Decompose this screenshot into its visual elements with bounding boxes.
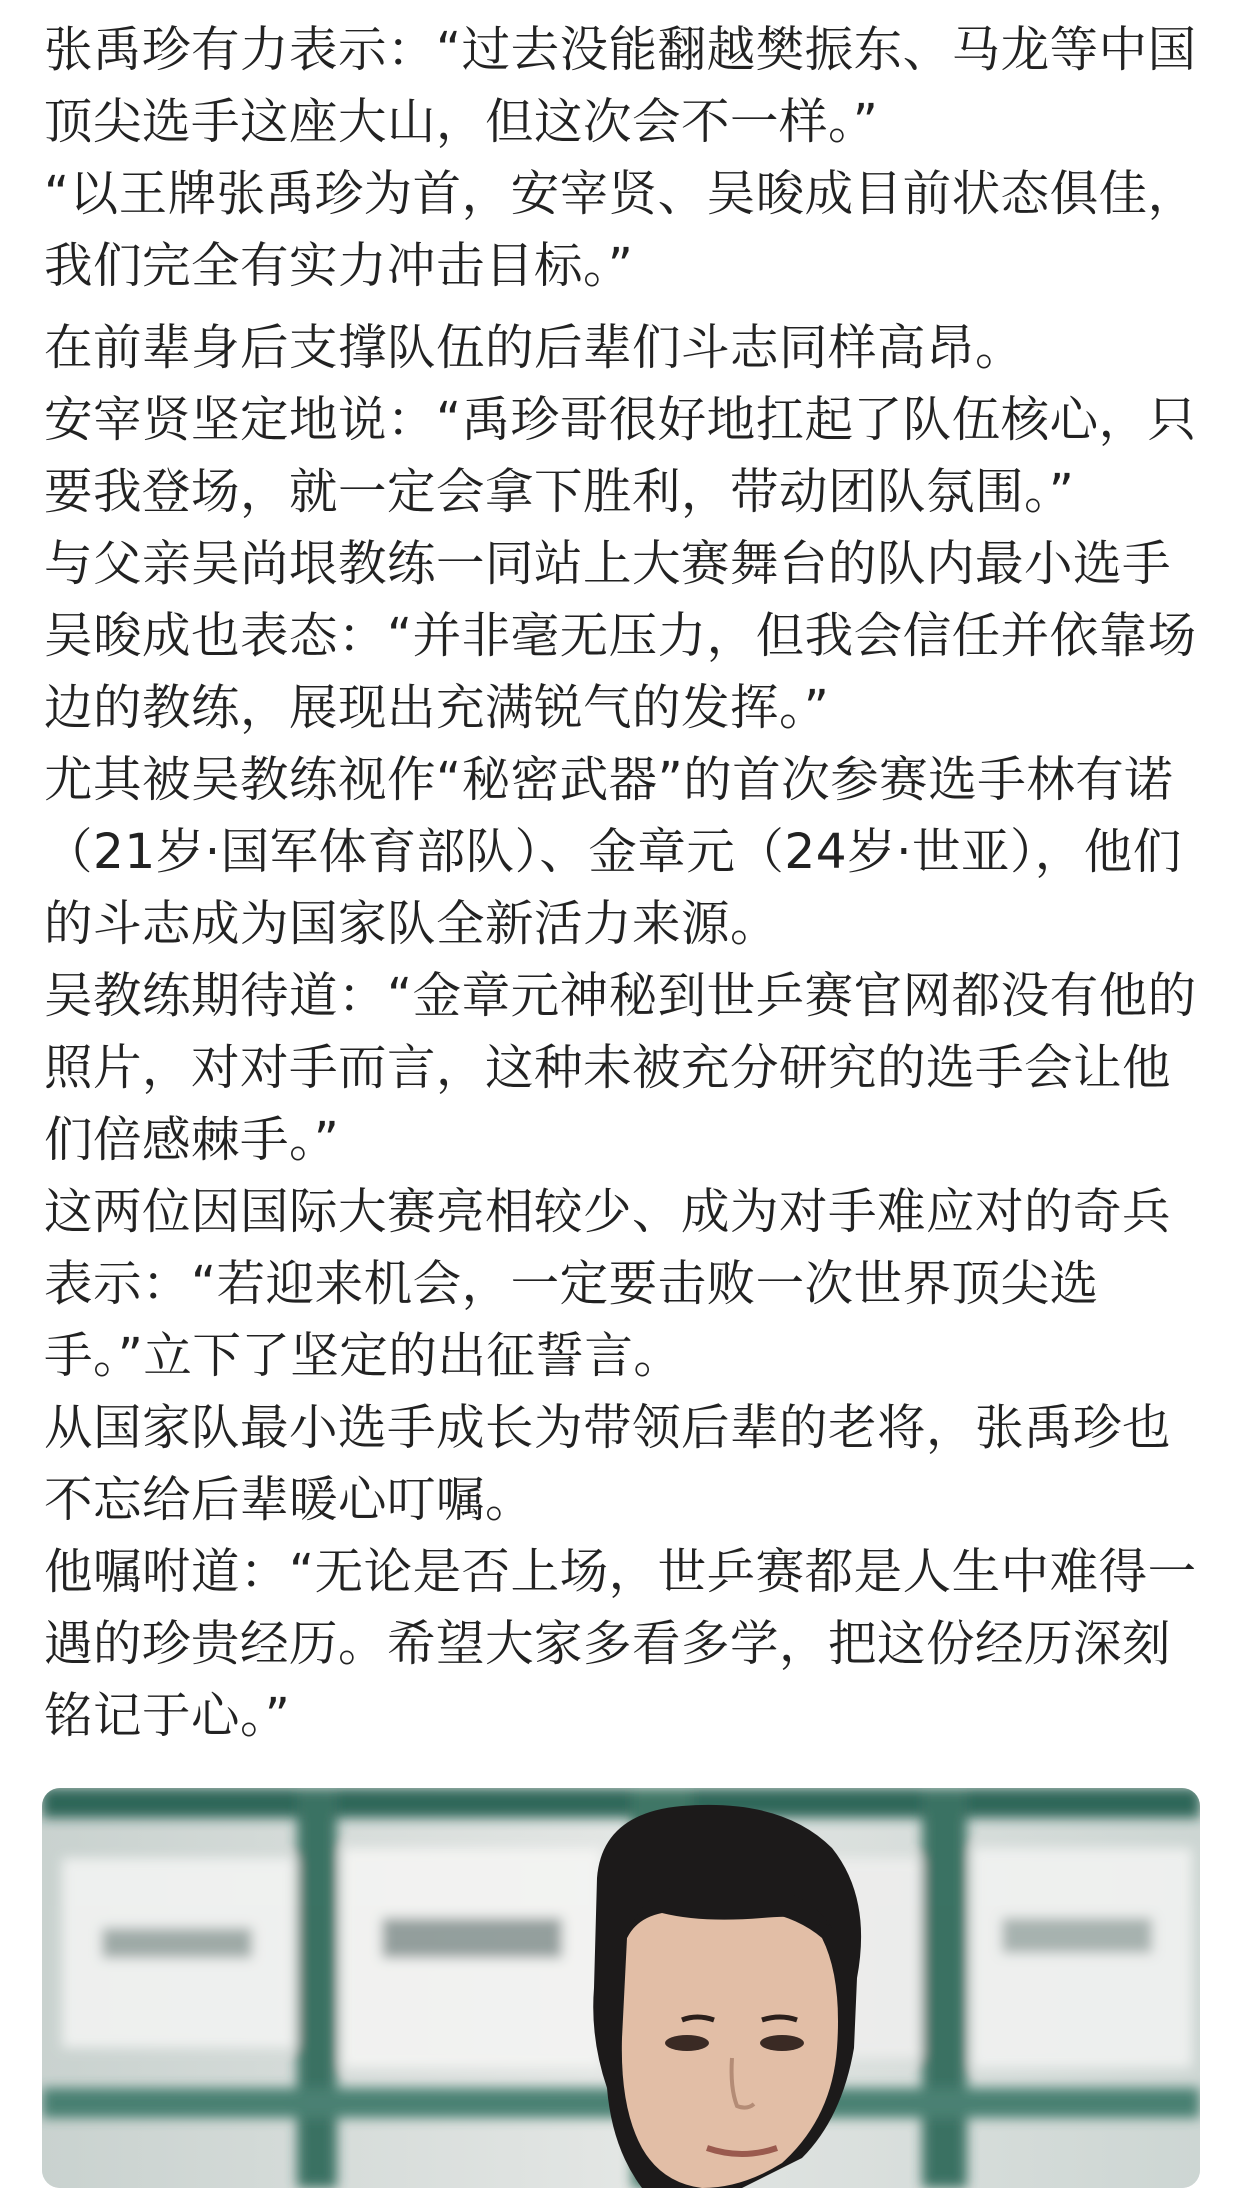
article-paragraph: 吴教练期待道：“金章元神秘到世乒赛官网都没有他的照片，对对手而言，这种未被充分研究的选手会让他们倍感棘手。” xyxy=(44,968,1197,1168)
article-paragraph: “以王牌张禹珍为首，安宰贤、吴晙成目前状态俱佳，我们完全有实力冲击目标。” xyxy=(44,166,1197,294)
article-paragraph: 安宰贤坚定地说：“禹珍哥很好地扛起了队伍核心，只要我登场，就一定会拿下胜利，带动团队氛围。” xyxy=(44,392,1197,520)
article-paragraph: 与父亲吴尚垠教练一同站上大赛舞台的队内最小选手吴晙成也表态：“并非毫无压力，但我会信任并依靠场边的教练，展现出充满锐气的发挥。” xyxy=(44,536,1197,736)
player-figure xyxy=(593,1805,861,2188)
article-paragraph: 张禹珍有力表示：“过去没能翻越樊振东、马龙等中国顶尖选手这座大山，但这次会不一样。” xyxy=(44,22,1197,150)
article-paragraph: 这两位因国际大赛亮相较少、成为对手难应对的奇兵表示：“若迎来机会，一定要击败一次世界顶尖选手。”立下了坚定的出征誓言。 xyxy=(44,1184,1172,1384)
article-paragraph: 从国家队最小选手成长为带领后辈的老将，张禹珍也不忘给后辈暖心叮嘱。 xyxy=(44,1400,1172,1528)
article-paragraph: 他嘱咐道：“无论是否上场，世乒赛都是人生中难得一遇的珍贵经历。希望大家多看多学，把这份经历深刻铭记于心。” xyxy=(44,1544,1197,1744)
article-paragraph: 在前辈身后支撑队伍的后辈们斗志同样高昂。 xyxy=(44,320,1025,376)
article-body xyxy=(44,14,1204,1752)
article-paragraph: 尤其被吴教练视作“秘密武器”的首次参赛选手林有诺（21岁·国军体育部队）、金章元（24岁·世亚），他们的斗志成为国家队全新活力来源。 xyxy=(44,752,1182,952)
player-portrait-image xyxy=(42,1788,1200,2188)
article-photo[interactable] xyxy=(42,1788,1200,2188)
